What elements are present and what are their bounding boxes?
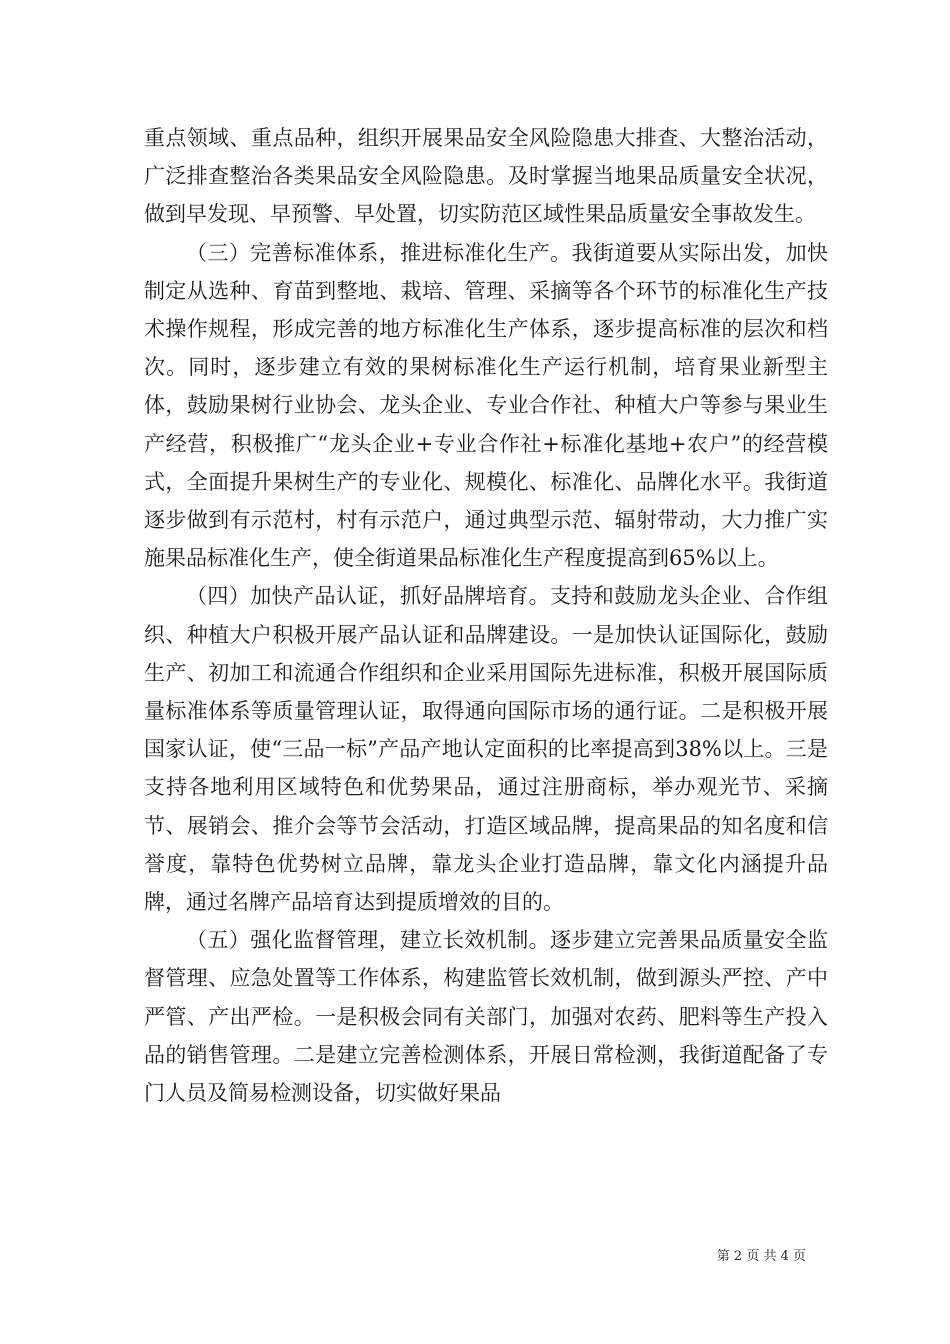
paragraph-3: （四）加快产品认证，抓好品牌培育。支持和鼓励龙头企业、合作组织、种植大户积极开展产品认证和品牌建设。一是加快认证国际化，鼓励生产、初加工和流通合作组织和企业采用国际先进标准，积极开展国际质量标准体系等质量管理认证，取得通向国际市场的通行证。二是积极开展国家认证，使“三品一标”产品产地认定面积的比率提高到38%以上。三是支持各地利用区域特色和优势果品，通过注册商标，举办观光节、采摘节、展销会、推介会等节会活动，打造区域品牌，提高果品的知名度和信誉度，靠特色优势树立品牌，靠龙头企业打造品牌，靠文化内涵提升品牌，通过名牌产品培育达到提质增效的目的。 [144,584,828,915]
page-number-footer: 第 2 页 共 4 页 [716,1249,806,1264]
paragraph-1: 重点领域、重点品种，组织开展果品安全风险隐患大排查、大整治活动，广泛排查整治各类果品安全风险隐患。及时掌握当地果品质量安全状况，做到早发现、早预警、早处置，切实防范区域性果品质量安全事故发生。 [144,126,828,227]
paragraph-4: （五）强化监督管理，建立长效机制。逐步建立完善果品质量安全监督管理、应急处置等工作体系，构建监管长效机制，做到源头严控、产中严管、产出严检。一是积极会同有关部门，加强对农药、肥料等生产投入品的销售管理。二是建立完善检测体系，开展日常检测，我街道配备了专门人员及简易检测设备，切实做好果品 [144,928,828,1106]
document-body [144,119,828,1112]
paragraph-2: （三）完善标准体系，推进标准化生产。我街道要从实际出发，加快制定从选种、育苗到整地、栽培、管理、采摘等各个环节的标准化生产技术操作规程，形成完善的地方标准化生产体系，逐步提高标准的层次和档次。同时，逐步建立有效的果树标准化生产运行机制，培育果业新型主体，鼓励果树行业协会、龙头企业、专业合作社、种植大户等参与果业生产经营，积极推广“龙头企业+专业合作社+标准化基地+农户”的经营模式，全面提升果树生产的专业化、规模化、标准化、品牌化水平。我街道逐步做到有示范村，村有示范户，通过典型示范、辐射带动，大力推广实施果品标准化生产，使全街道果品标准化生产程度提高到65%以上。 [144,240,828,571]
